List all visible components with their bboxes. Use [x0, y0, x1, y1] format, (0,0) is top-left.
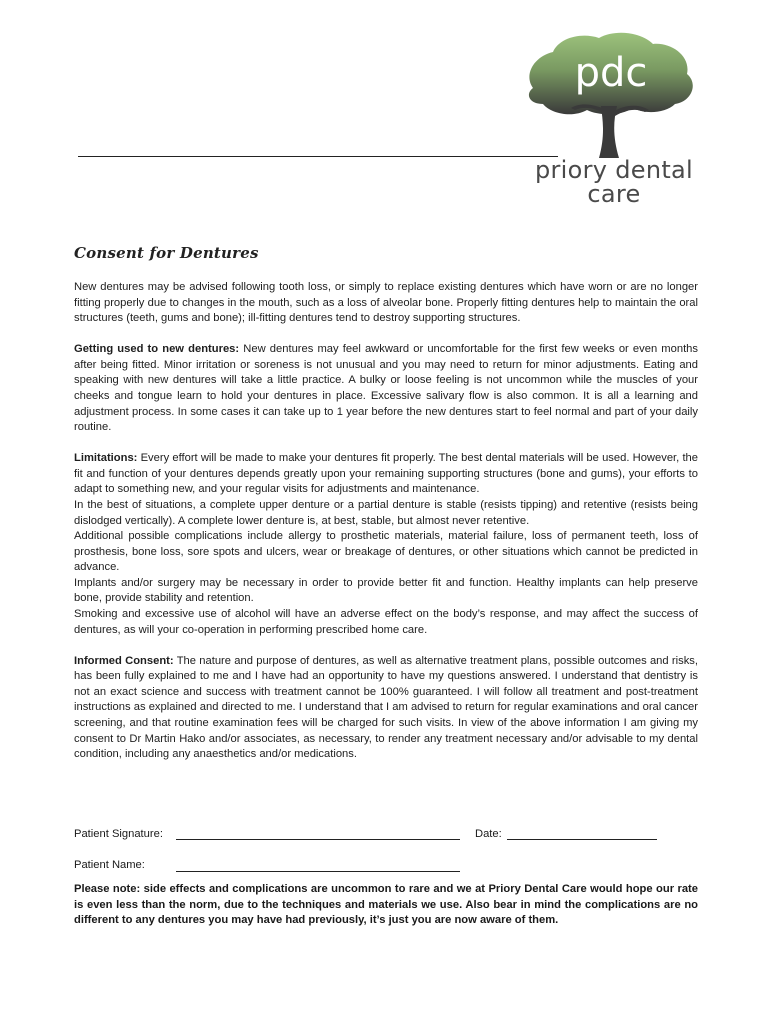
patient-signature-field[interactable] [176, 839, 460, 840]
brand-name-line2: care [587, 180, 641, 208]
patient-name-row [74, 858, 698, 874]
please-note-paragraph: Please note: side effects and complications are uncommon to rare and we at Priory Dental Care would hope our rate is even less than the norm, due to the techniques and materials we use. Also bear in mind the complications are no different to any dentures you may have had previously, it’s just you are now aware of them. [74, 883, 698, 927]
signature-row [74, 827, 698, 843]
getting-used-heading: Getting used to new dentures: [74, 343, 240, 356]
getting-used-text: New dentures may feel awkward or uncomfortable for the first few weeks or even months after being fitted. Minor irritation or soreness is not unusual and you may need to return for minor adjustments. Eating and speaking with new dentures will take a little practice. A bulky or loose feeling is not uncommon while the muscles of your cheeks and tongue learn to hold your dentures in place. Excessive salivary flow is also common. It is all a learning and adjustment process. In some cases it can take up to 1 year before the new dentures start to feel normal and part of your daily routine. [74, 343, 698, 434]
getting-used-paragraph [74, 342, 698, 436]
brand-name-line1: priory dental [534, 156, 694, 184]
limitations-paragraph [74, 451, 698, 498]
document-title: Consent for Dentures [74, 244, 259, 262]
date-field[interactable] [507, 839, 657, 840]
date-label: Date: [475, 828, 502, 840]
tree-icon [515, 30, 700, 160]
limitations-implants-paragraph: Implants and/or surgery may be necessary in order to provide better fit and function. Healthy implants can help preserve bone, provide stability and retention. [74, 576, 698, 605]
svg-text:pdc: pdc [574, 50, 648, 96]
informed-consent-paragraph [74, 654, 698, 763]
header-divider [78, 156, 558, 157]
limitations-stability-paragraph: In the best of situations, a complete upper denture or a partial denture is stable (resists tipping) and retentive (resists being dislodged vertically). A complete lower denture is, at best, stable, but almost never retentive. [74, 498, 698, 527]
document-body [74, 280, 698, 778]
limitations-heading: Limitations: [74, 452, 138, 465]
patient-signature-label: Patient Signature: [74, 828, 163, 840]
limitations-text: Every effort will be made to make your dentures fit properly. The best dental materials will be used. However, the fit and function of your dentures depends greatly upon your remaining supporting structures (bone and gums), your efforts to adapt to something new, and your regular visits for adjustments and maintenance. [74, 452, 698, 496]
intro-paragraph: New dentures may be advised following tooth loss, or simply to replace existing dentures which have worn or are no longer fitting properly due to changes in the mouth, such as a loss of alveolar bone. Properly fitting dentures help to maintain the oral structures (teeth, gums and bone); ill-fitting dentures tend to destroy supporting structures. [74, 281, 698, 325]
patient-name-field[interactable] [176, 871, 460, 872]
informed-consent-text: The nature and purpose of dentures, as well as alternative treatment plans, possible outcomes and risks, has been fully explained to me and I have had an opportunity to have my questions answered. I understand that dentistry is not an exact science and success with treatment cannot be 100% guaranteed. I will follow all treatment and post-treatment instructions as explained and directed to me. I understand that I am advised to return for regular examinations and oral cancer screening, and that routine examination fees will be charged for such visits. In view of the above information I am giving my consent to Dr Martin Hako and/or associates, as necessary, to render any treatment necessary and/or advisable to my dental condition, including any anaesthetics and/or medications. [74, 654, 699, 761]
patient-name-label: Patient Name: [74, 859, 145, 871]
limitations-smoking-paragraph: Smoking and excessive use of alcohol will have an adverse effect on the body’s response, and may affect the success of dentures, as will your co-operation in performing prescribed home care. [74, 608, 698, 636]
limitations-complications-paragraph: Additional possible complications include allergy to prosthetic materials, material failure, loss of permanent teeth, loss of prosthesis, bone loss, sore spots and ulcers, wear or breakage of dentures, or other situations which cannot be predicted in advance. [74, 530, 698, 574]
informed-consent-heading: Informed Consent: [74, 654, 174, 667]
